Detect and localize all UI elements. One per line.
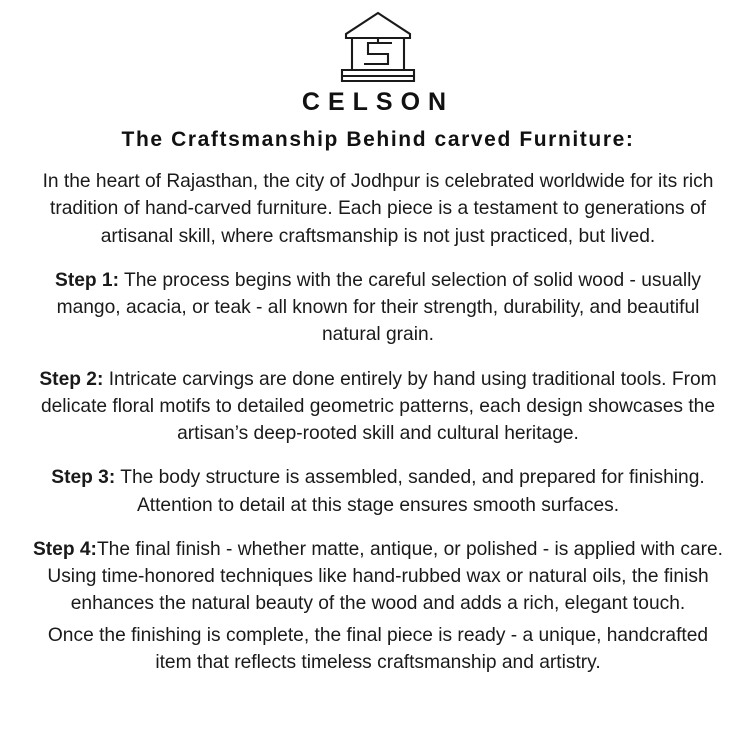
page-title: The Craftsmanship Behind carved Furniture: <box>121 128 635 151</box>
article-body <box>22 168 734 693</box>
paragraph-step-3 <box>22 464 734 519</box>
step-3-text: The body structure is assembled, sanded, and prepared for finishing. Attention to detail at this stage ensures smooth surfaces. <box>115 467 705 516</box>
step-1-text: The process begins with the careful selection of solid wood - usually mango, acacia, or teak - all known for their strength, durability, and beautiful natural grain. <box>56 269 701 346</box>
step-2-label: Step 2: <box>39 368 104 390</box>
paragraph-step-2 <box>22 366 734 448</box>
paragraph-closing-text: Once the finishing is complete, the final piece is ready - a unique, handcrafted item that reflects timeless craftsmanship and artistry. <box>47 624 709 673</box>
step-2-text: Intricate carvings are done entirely by hand using traditional tools. From delicate floral motifs to detailed geometric patterns, each design showcases the artisan’s deep-rooted skill and cultural heritage. <box>40 368 717 445</box>
paragraph-step-4 <box>22 536 734 618</box>
step-3-label: Step 3: <box>51 467 116 489</box>
paragraph-closing <box>22 622 734 677</box>
house-with-letter-s-icon <box>330 10 426 84</box>
step-4-text: The final finish - whether matte, antique, or polished - is applied with care. Using time-honored techniques like hand-rubbed wax or natural oils, the finish enhances the natural beauty of the wood and adds a rich, elegant touch. <box>47 538 724 615</box>
paragraph-step-1 <box>22 267 734 349</box>
brand-name: CELSON <box>301 88 455 116</box>
paragraph-intro-text: In the heart of Rajasthan, the city of Jodhpur is celebrated worldwide for its rich tradition of hand-carved furniture. Each piece is a testament to generations of artisanal skill, where craftsmanship is not just practiced, but lived. <box>42 171 714 247</box>
paragraph-intro <box>22 168 734 250</box>
step-1-label: Step 1: <box>55 269 119 291</box>
step-4-label: Step 4: <box>32 538 97 560</box>
